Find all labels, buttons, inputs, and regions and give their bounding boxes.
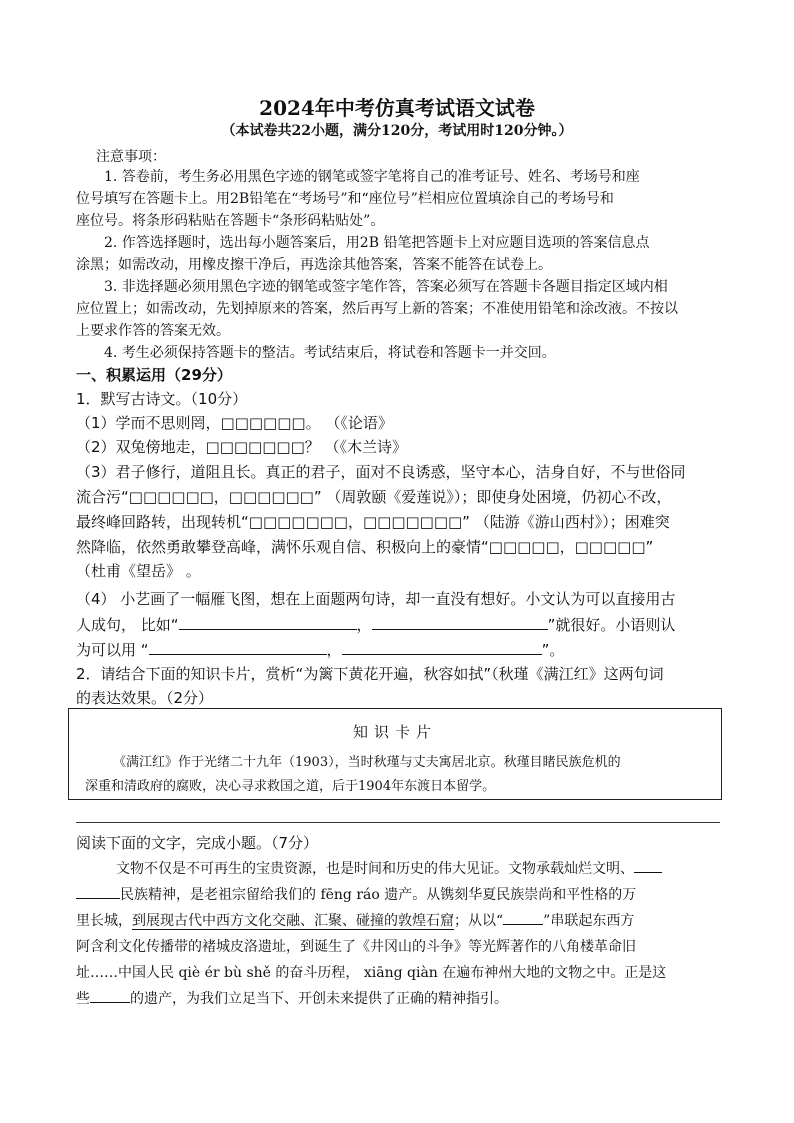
- notice-line: 2. 作答选择题时，选出每小题答案后，用2B 铅笔把答题卡上对应题目选项的答案信息点: [104, 235, 650, 251]
- question-1-4-text: ”就很好。小语则认: [547, 616, 676, 634]
- notice-heading: 注意事项：: [96, 149, 166, 165]
- reading-line: 阿含利文化传播带的褚城皮洛遗址，到诞生了《井冈山的斗争》等光辉著作的八角楼革命旧: [76, 939, 636, 955]
- reading-line: [116, 858, 662, 878]
- question-1-4-text: ，: [326, 641, 342, 659]
- question-1-3-line: 最终峰回路转，出现转机“□□□□□□□，□□□□□□□” （陆游《游山西村》）；困难突: [76, 513, 670, 531]
- answer-blank[interactable]: [372, 613, 548, 630]
- question-1-4-blank-line: [76, 638, 564, 660]
- question-1-3-line: （3）君子修行，道阻且长。真正的君子，面对不良诱惑，坚守本心，洁身自好，不与世俗同: [76, 463, 686, 481]
- reading-line: [76, 884, 636, 904]
- question-1-4-text: ”。: [541, 641, 565, 659]
- question-2-line: 的表达效果。（2分）: [76, 689, 214, 707]
- question-1-3-line: 流合污“□□□□□□，□□□□□□” （周敦颐《爱莲说》）；即使身处困境，仍初心不改，: [76, 488, 672, 506]
- notice-line: 上要求作答的答案无效。: [76, 323, 230, 339]
- question-2-line: 2．请结合下面的知识卡片，赏析“为篱下黄花开遍，秋容如拭”（秋瑾《满江红》这两句词: [76, 665, 664, 683]
- paper-title: 2024年中考仿真考试语文试卷: [259, 96, 535, 120]
- question-1-4-text: 为可以用 “: [76, 641, 149, 659]
- knowledge-card-title: 知识卡片: [352, 723, 437, 741]
- divider: [76, 822, 720, 823]
- answer-blank[interactable]: [179, 613, 357, 630]
- answer-blank[interactable]: [634, 858, 662, 873]
- answer-blank[interactable]: [90, 988, 130, 1003]
- question-1-1: （1）学而不思则罔，□□□□□□。 （《论语》: [76, 414, 393, 432]
- notice-line: 位号填写在答题卡上。用2B铅笔在“考场号”和“座位号”栏相应位置填涂自己的考场号和: [76, 191, 614, 207]
- answer-blank[interactable]: [503, 910, 543, 925]
- question-1-3-line: 然降临，依然勇敢攀登高峰，满怀乐观自信、积极向上的豪情“□□□□□，□□□□□”: [76, 538, 654, 556]
- reading-line: [76, 988, 508, 1008]
- notice-line: 1. 答卷前，考生务必用黑色字迹的钢笔或签字笔将自己的准考证号、姓名、考场号和座: [104, 169, 640, 185]
- answer-blank[interactable]: [76, 884, 120, 899]
- knowledge-card: [68, 708, 722, 800]
- reading-text: 文物不仅是不可再生的宝贵资源，也是时间和历史的伟大见证。文物承载灿烂文明、: [116, 861, 634, 877]
- reading-heading: 阅读下面的文字，完成小题。（7分）: [76, 834, 319, 852]
- notice-line: 涂黑；如需改动，用橡皮擦干净后，再选涂其他答案，答案不能答在试卷上。: [76, 257, 552, 273]
- question-1-4-text: 人成句， 比如“: [76, 616, 179, 634]
- notice-line: 4. 考生必须保持答题卡的整洁。考试结束后，将试卷和答题卡一并交回。: [104, 345, 556, 361]
- knowledge-card-line: 深重和清政府的腐败，决心寻求救国之道，后于1904年东渡日本留学。: [85, 779, 496, 794]
- reading-text: 的遗产，为我们立足当下、开创未来提供了正确的精神指引。: [130, 991, 508, 1007]
- paper-subtitle: （本试卷共22小题，满分120分，考试用时120分钟。）: [221, 123, 573, 139]
- reading-text: ”串联起东西方: [543, 913, 635, 929]
- question-1: 1．默写古诗文。（10分）: [76, 390, 248, 408]
- knowledge-card-line: 《满江红》作于光绪二十九年（1903），当时秋瑾与丈夫寓居北京。秋瑾目睹民族危机的: [113, 755, 621, 770]
- question-1-4: （4） 小艺画了一幅雁飞图，想在上面题两句诗，却一直没有想好。小文认为可以直接用古: [76, 590, 676, 608]
- notice-line: 应位置上；如需改动，先划掉原来的答案，然后再写上新的答案；不准使用铅笔和涂改液。不按以: [76, 301, 678, 317]
- reading-text: 些: [76, 991, 90, 1007]
- section-heading: 一、积累运用（29分）: [76, 366, 232, 384]
- answer-blank[interactable]: [149, 638, 327, 655]
- reading-line: 址……中国人民 qiè ér bù shě 的奋斗历程， xiāng qiàn 在遍布神州大地的文物之中。正是这: [76, 965, 667, 981]
- question-1-3-line: （杜甫《望岳》 。: [76, 562, 201, 580]
- reading-line: [76, 910, 634, 930]
- notice-line: 3. 非选择题必须用黑色字迹的钢笔或签字笔作答，答案必须写在答题卡各题目指定区域内相: [104, 279, 668, 295]
- question-1-4-blank-line: [76, 613, 675, 635]
- reading-text: 民族精神，是老祖宗留给我们的 fēng ráo 遗产。从镌刻华夏民族崇尚和平性格的万: [120, 887, 637, 903]
- question-1-2: （2）双兔傍地走，□□□□□□□？ （《木兰诗》: [76, 438, 408, 456]
- answer-blank[interactable]: [342, 638, 542, 655]
- question-1-4-text: ，: [356, 616, 372, 634]
- underlined-sentence: 到展现古代中西方文化交融、汇聚、碰撞的敦煌石窟: [132, 913, 454, 929]
- notice-line: 座位号。将条形码粘贴在答题卡“条形码粘贴处”。: [76, 213, 385, 229]
- reading-text: 里长城，: [76, 913, 132, 929]
- reading-text: ；从以“: [454, 913, 504, 929]
